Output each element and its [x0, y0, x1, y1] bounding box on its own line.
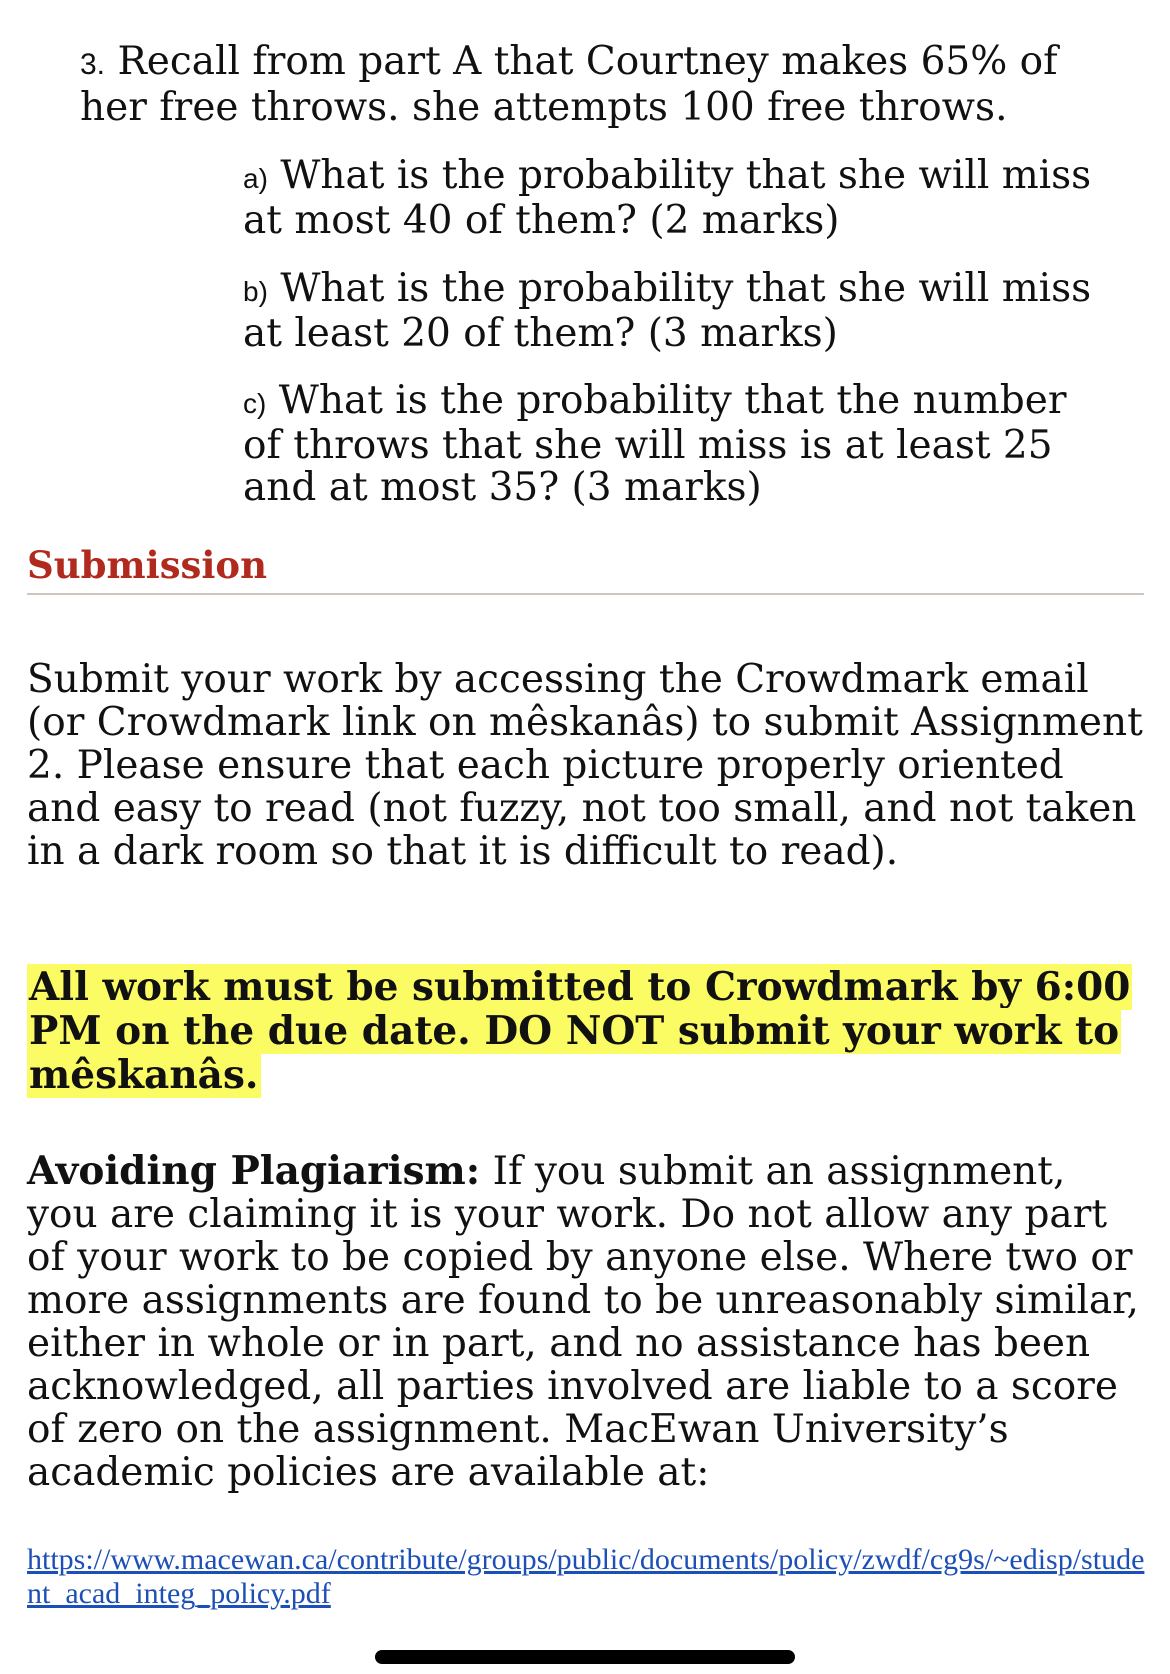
plagiarism-paragraph: [27, 1150, 1147, 1494]
plagiarism-label: Avoiding Plagiarism:: [27, 1148, 481, 1194]
question-part-a: [243, 155, 1103, 242]
section-divider: [27, 593, 1144, 595]
deadline-notice: [27, 965, 1137, 1097]
question-number: 3.: [80, 48, 106, 81]
policy-link[interactable]: https://www.macewan.ca/contribute/groups/public/documents/policy/zwdf/cg9s/~edisp/student_acad_integ_policy.pdf: [27, 1543, 1145, 1610]
plagiarism-text: If you submit an assignment, you are claiming it is your work. Do not allow any part of your work to be copied by anyone else. Where two or more assignments are found to be unreasonably similar, either in whole or in part, and no assistance has been acknowledged, all parties involved are liable to a score of zero on the assignment. MacEwan University’s academic policies are available at:: [27, 1149, 1139, 1495]
question-3: [80, 40, 1120, 129]
part-letter: a): [243, 163, 268, 194]
part-text: What is the probability that she will miss at most 40 of them? (2 marks): [243, 153, 1092, 243]
part-text: What is the probability that she will miss at least 20 of them? (3 marks): [243, 266, 1092, 356]
submission-instructions: Submit your work by accessing the Crowdmark email (or Crowdmark link on mêskanâs) to submit Assignment 2. Please ensure that each picture properly oriented and easy to read (not fuzzy, not too small, and not taken in a dark room so that it is difficult to read).: [27, 657, 1143, 874]
submission-heading: Submission: [27, 543, 267, 587]
deadline-highlight: All work must be submitted to Crowdmark by 6:00 PM on the due date. DO NOT submit your work to mêskanâs.: [29, 964, 1131, 1098]
question-part-b: [243, 268, 1103, 355]
home-indicator[interactable]: [375, 1650, 795, 1664]
part-text: What is the probability that the number of throws that she will miss is at least 25 and at most 35? (3 marks): [243, 378, 1067, 510]
part-letter: b): [243, 276, 268, 307]
part-letter: c): [243, 388, 267, 419]
question-part-c: [243, 380, 1103, 509]
question-text: Recall from part A that Courtney makes 65% of her free throws. she attempts 100 free throws.: [80, 39, 1058, 130]
